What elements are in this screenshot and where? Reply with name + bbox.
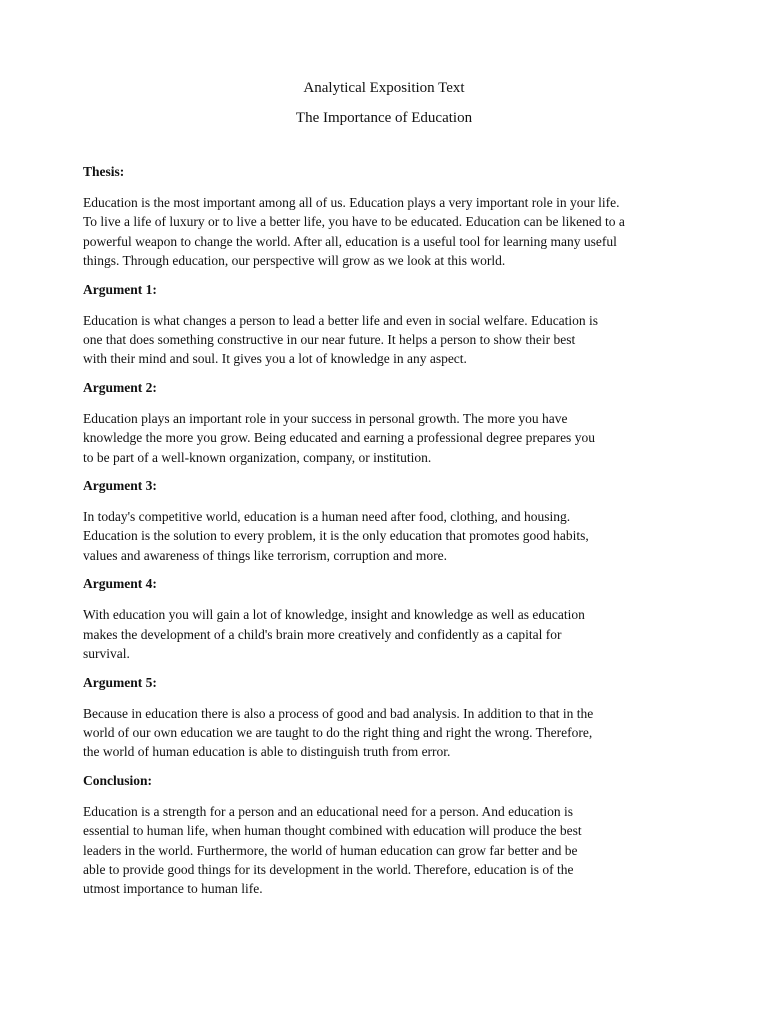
section-heading: Conclusion: [83, 772, 153, 788]
paragraph-line: able to provide good things for its development in the world. Therefore, education is of the [83, 861, 574, 877]
section-argument-5 [83, 674, 723, 762]
paragraph-line: utmost importance to human life. [83, 881, 263, 897]
paragraph-line: To live a life of luxury or to live a better life, you have to be educated. Education can be likened to a [83, 214, 625, 230]
paragraph-line: Education plays an important role in your success in personal growth. The more you have [83, 410, 568, 426]
section-paragraph [83, 409, 723, 467]
paragraph-line: With education you will gain a lot of knowledge, insight and knowledge as well as education [83, 607, 585, 623]
section-heading: Thesis: [83, 164, 125, 179]
section-argument-1 [83, 281, 723, 369]
paragraph-line: In today's competitive world, education is a human need after food, clothing, and housing. [83, 509, 571, 525]
section-heading: Argument 3: [83, 478, 157, 494]
paragraph-line: makes the development of a child's brain more creatively and confidently as a capital for [83, 626, 562, 642]
document-body [83, 163, 723, 909]
paragraph-line: Education is a strength for a person and an educational need for a person. And education is [83, 803, 573, 819]
section-heading: Argument 2: [83, 379, 157, 395]
title-block [0, 78, 768, 128]
paragraph-line: essential to human life, when human thought combined with education will produce the best [83, 823, 582, 839]
paragraph-line: the world of human education is able to distinguish truth from error. [83, 744, 451, 760]
paragraph-line: Education is the most important among all of us. Education plays a very important role in your life. [83, 195, 620, 210]
section-paragraph [83, 311, 723, 369]
paragraph-line: values and awareness of things like terrorism, corruption and more. [83, 547, 448, 563]
document-subtitle: The Importance of Education [295, 110, 473, 126]
document-title: Analytical Exposition Text [303, 80, 465, 96]
paragraph-line: world of our own education we are taught to do the right thing and right the wrong. Therefore, [83, 724, 593, 740]
paragraph-line: survival. [83, 646, 130, 662]
paragraph-line: Because in education there is also a process of good and bad analysis. In addition to that in the [83, 705, 594, 721]
paragraph-line: leaders in the world. Furthermore, the world of human education can grow far better and be [83, 842, 578, 858]
section-heading: Argument 5: [83, 674, 157, 690]
paragraph-line: Education is the solution to every problem, it is the only education that promotes good habits, [83, 528, 589, 544]
section-paragraph [83, 507, 723, 565]
paragraph-line: Education is what changes a person to lead a better life and even in social welfare. Education is [83, 312, 599, 328]
section-paragraph [83, 802, 723, 899]
paragraph-line: with their mind and soul. It gives you a lot of knowledge in any aspect. [83, 351, 467, 367]
section-heading: Argument 1: [83, 281, 157, 297]
section-thesis [83, 163, 723, 271]
section-argument-3 [83, 477, 723, 565]
paragraph-line: to be part of a well-known organization, company, or institution. [83, 449, 432, 465]
section-conclusion [83, 772, 723, 899]
section-paragraph [83, 193, 723, 271]
section-paragraph [83, 704, 723, 762]
section-paragraph [83, 605, 723, 663]
section-argument-4 [83, 575, 723, 663]
paragraph-line: powerful weapon to change the world. After all, education is a useful tool for learning many useful [83, 233, 617, 249]
section-heading: Argument 4: [83, 576, 157, 592]
section-argument-2 [83, 379, 723, 467]
paragraph-line: one that does something constructive in our near future. It helps a person to show their best [83, 332, 576, 348]
paragraph-line: knowledge the more you grow. Being educated and earning a professional degree prepares you [83, 430, 595, 446]
paragraph-line: things. Through education, our perspective will grow as we look at this world. [83, 253, 506, 269]
